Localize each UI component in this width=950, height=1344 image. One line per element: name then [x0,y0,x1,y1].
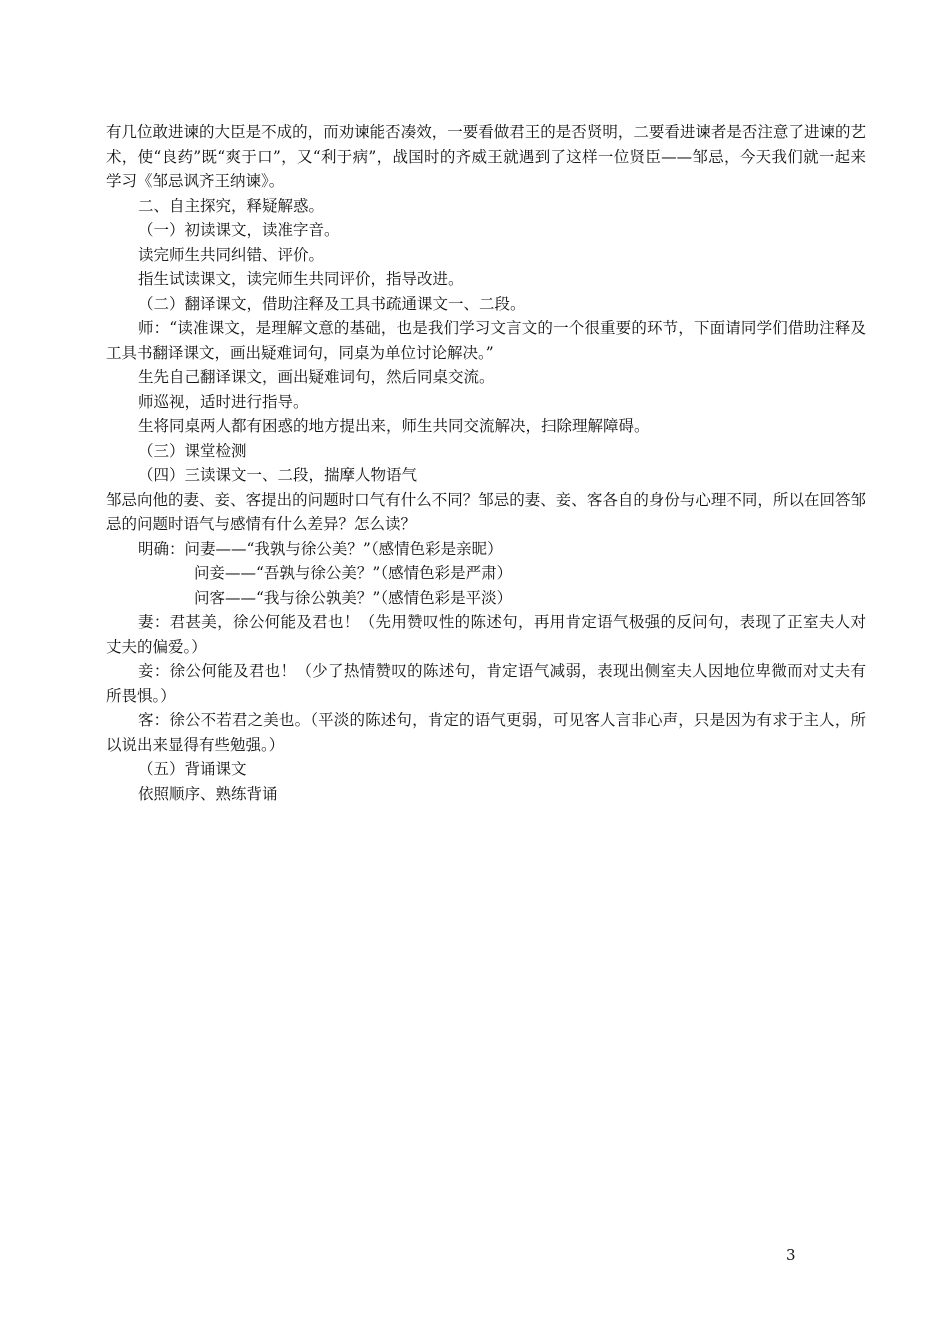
paragraph-answer-concubine: 问妾——“吾孰与徐公美？”（感情色彩是严肃） [194,564,513,582]
paragraph-student-translate: 生先自己翻译课文，画出疑难词句，然后同桌交流。 [138,368,495,386]
document-body [106,120,866,806]
paragraph-question-tone: 邹忌向他的妻、妾、客提出的问题时口气有什么不同？邹忌的妻、妾、客各自的身份与心理不同，所以在回答邹忌的问题时语气与感情有什么差异？怎么读？ [106,490,866,533]
subheading-recitation: （五）背诵课文 [138,760,247,778]
paragraph-teacher-instruction: 师：“读准课文，是理解文意的基础，也是我们学习文言文的一个很重要的环节，下面请同学们借助注释及工具书翻译课文，画出疑难词句，同桌为单位讨论解决。” [106,319,866,362]
paragraph-answer-wife: 明确：问妻——“我孰与徐公美？”（感情色彩是亲昵） [138,539,503,558]
paragraph-concubine-reply: 妾：徐公何能及君也！（少了热情赞叹的陈述句，肯定语气减弱，表现出侧室夫人因地位卑微而对丈夫有所畏惧。） [106,662,866,705]
subheading-classroom-test: （三）课堂检测 [138,441,247,460]
paragraph-trial-reading: 指生试读课文，读完师生共同评价，指导改进。 [138,270,464,288]
heading-self-study: 二、自主探究，释疑解惑。 [138,196,325,215]
paragraph-wife-reply: 妻：君甚美，徐公何能及君也！（先用赞叹性的陈述句，再用肯定语气极强的反问句，表现了正室夫人对丈夫的偏爱。） [106,613,866,656]
subheading-first-reading: （一）初读课文，读准字音。 [138,221,340,239]
paragraph-guest-reply: 客：徐公不若君之美也。（平淡的陈述句，肯定的语气更弱，可见客人言非心声，只是因为有求于主人，所以说出来显得有些勉强。） [106,711,866,754]
subheading-translation: （二）翻译课文，借助注释及工具书疏通课文一、二段。 [138,294,526,313]
paragraph-intro: 有几位敢进谏的大臣是不成的，而劝谏能否凑效，一要看做君王的是否贤明，二要看进谏者是否注意了进谏的艺术，使“良药”既“爽于口”，又“利于病”，战国时的齐威王就遇到了这样一位贤臣——邹忌，今天我们就一起来学习《邹忌讽齐王纳谏》。 [106,123,866,190]
paragraph-answer-guest: 问客——“我与徐公孰美？”（感情色彩是平淡） [194,588,513,607]
page-number: 3 [786,1246,796,1264]
paragraph-recite-order: 依照顺序、熟练背诵 [138,784,278,803]
paragraph-teacher-patrol: 师巡视，适时进行指导。 [138,392,309,411]
subheading-third-reading: （四）三读课文一、二段，揣摩人物语气 [138,466,418,484]
paragraph-student-questions: 生将同桌两人都有困惑的地方提出来，师生共同交流解决，扫除理解障碍。 [138,417,650,435]
paragraph-correction: 读完师生共同纠错、评价。 [138,245,325,264]
